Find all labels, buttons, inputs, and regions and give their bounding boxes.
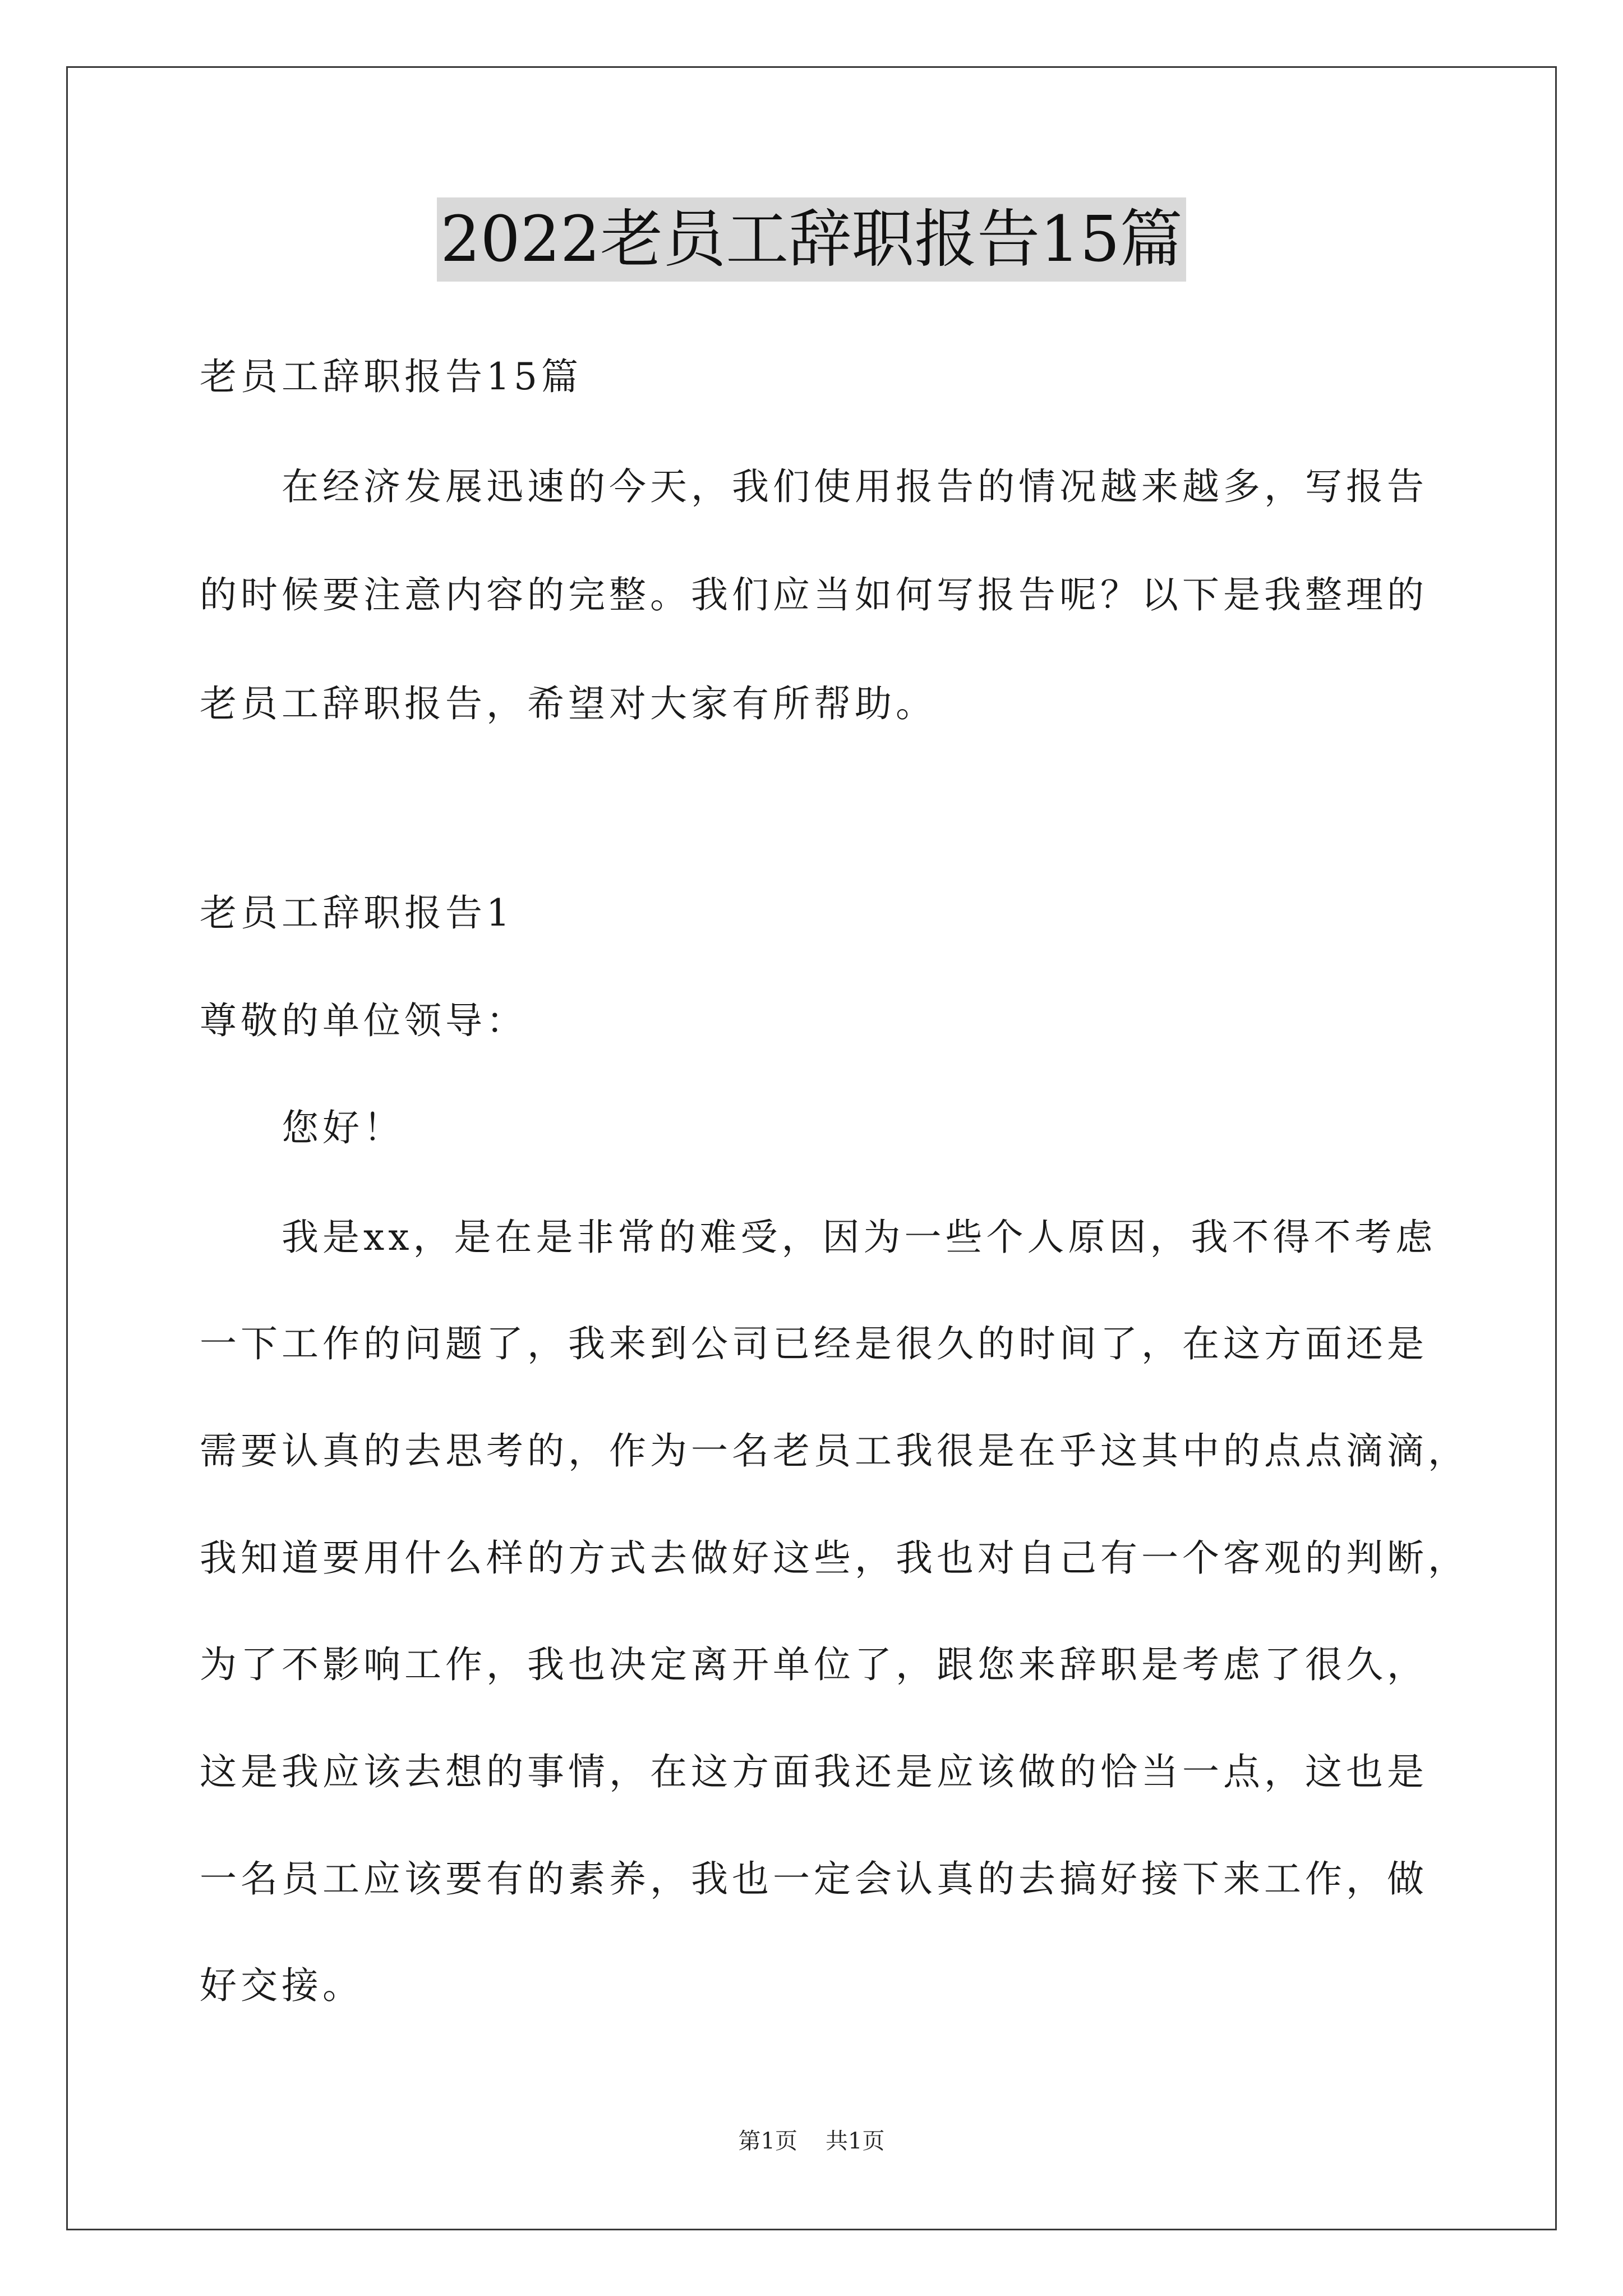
body-line-4: 我知道要用什么样的方式去做好这些，我也对自己有一个客观的判断，	[200, 1536, 1469, 1580]
intro-line-3: 老员工辞职报告，希望对大家有所帮助。	[200, 682, 937, 725]
subtitle: 老员工辞职报告15篇	[200, 355, 582, 398]
document-title: 2022老员工辞职报告15篇	[437, 197, 1186, 282]
greeting: 您好！	[282, 1106, 404, 1149]
page-footer	[0, 2124, 1623, 2158]
body-line-6: 这是我应该去想的事情，在这方面我还是应该做的恰当一点，这也是	[200, 1750, 1428, 1793]
body-line-5: 为了不影响工作，我也决定离开单位了，跟您来辞职是考虑了很久，	[200, 1643, 1428, 1686]
section-heading: 老员工辞职报告1	[200, 891, 514, 935]
body-line-1: 我是xx，是在是非常的难受，因为一些个人原因，我不得不考虑	[282, 1216, 1437, 1259]
body-line-3: 需要认真的去思考的，作为一名老员工我很是在乎这其中的点点滴滴，	[200, 1429, 1469, 1473]
body-line-2: 一下工作的问题了，我来到公司已经是很久的时间了，在这方面还是	[200, 1322, 1428, 1365]
intro-line-2: 的时候要注意内容的完整。我们应当如何写报告呢？以下是我整理的	[200, 573, 1428, 616]
body-line-7: 一名员工应该要有的素养，我也一定会认真的去搞好接下来工作，做	[200, 1857, 1428, 1901]
salutation: 尊敬的单位领导：	[200, 999, 527, 1042]
page-number-total: 共1页	[826, 2128, 885, 2154]
intro-line-1: 在经济发展迅速的今天，我们使用报告的情况越来越多，写报告	[282, 465, 1428, 508]
title-container	[0, 197, 1623, 282]
body-line-8: 好交接。	[200, 1964, 363, 2007]
page-number-current: 第1页	[738, 2128, 797, 2154]
